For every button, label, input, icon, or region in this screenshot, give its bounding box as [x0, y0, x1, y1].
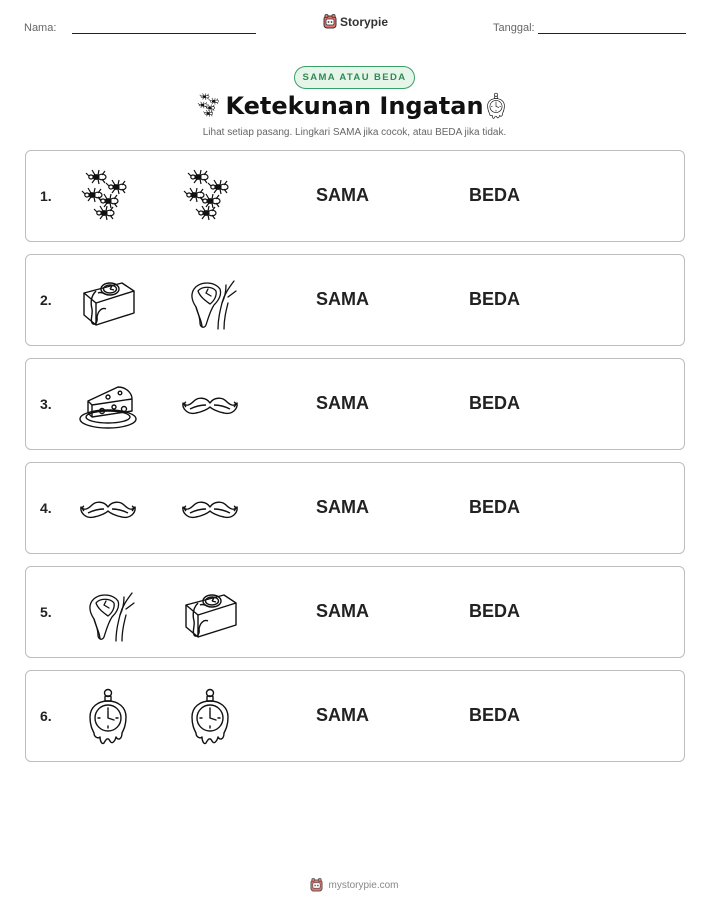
question-row-4	[25, 462, 685, 554]
same-option[interactable]: SAMA	[316, 497, 369, 517]
footer	[0, 878, 709, 893]
instructions: Lihat setiap pasang. Lingkari SAMA jika cocok, atau BEDA jika tidak.	[202, 127, 507, 138]
melting-pocket-watch-icon	[482, 89, 510, 123]
date-field[interactable]	[538, 33, 686, 34]
melting-clock-tree-icon	[180, 271, 240, 331]
different-option[interactable]: BEDA	[469, 185, 521, 205]
same-option[interactable]: SAMA	[316, 185, 369, 205]
brand-logo	[323, 14, 388, 30]
question-number: 2.	[40, 292, 52, 308]
different-option[interactable]: BEDA	[469, 705, 521, 725]
worksheet-type-badge: SAMA ATAU BEDA	[294, 66, 415, 89]
question-number: 6.	[40, 708, 52, 724]
brand-name: Storypie	[340, 15, 389, 29]
title-row	[0, 89, 709, 127]
name-field[interactable]	[72, 33, 256, 34]
question-row-2	[25, 254, 685, 346]
ants-icon	[180, 167, 240, 227]
different-option[interactable]: BEDA	[469, 497, 521, 517]
mascot-icon	[323, 14, 337, 30]
mascot-icon	[310, 878, 323, 893]
question-row-6	[25, 670, 685, 762]
question-number: 1.	[40, 188, 52, 204]
question-number: 3.	[40, 396, 52, 412]
date-label: Tanggal:	[493, 22, 535, 34]
different-option[interactable]: BEDA	[469, 601, 521, 621]
melting-pocket-watch-icon	[78, 687, 138, 747]
question-row-3	[25, 358, 685, 450]
footer-url[interactable]: mystorypie.com	[328, 880, 399, 891]
same-option[interactable]: SAMA	[316, 601, 369, 621]
same-option[interactable]: SAMA	[316, 393, 369, 413]
mustache-icon	[180, 479, 240, 539]
question-number: 4.	[40, 500, 52, 516]
different-option[interactable]: BEDA	[469, 289, 521, 309]
question-row-5	[25, 566, 685, 658]
mustache-icon	[78, 479, 138, 539]
same-option[interactable]: SAMA	[316, 705, 369, 725]
melting-clock-box-icon	[78, 271, 138, 331]
same-option[interactable]: SAMA	[316, 289, 369, 309]
melting-pocket-watch-icon	[180, 687, 240, 747]
cheese-plate-icon	[78, 375, 138, 435]
worksheet-header	[0, 14, 709, 44]
mustache-icon	[180, 375, 240, 435]
different-option[interactable]: BEDA	[469, 393, 521, 413]
ants-icon	[78, 167, 138, 227]
question-row-1	[25, 150, 685, 242]
name-label: Nama:	[24, 22, 57, 34]
melting-clock-box-icon	[180, 583, 240, 643]
page-title: Ketekunan Ingatan	[225, 92, 484, 120]
question-number: 5.	[40, 604, 52, 620]
melting-clock-tree-icon	[78, 583, 138, 643]
